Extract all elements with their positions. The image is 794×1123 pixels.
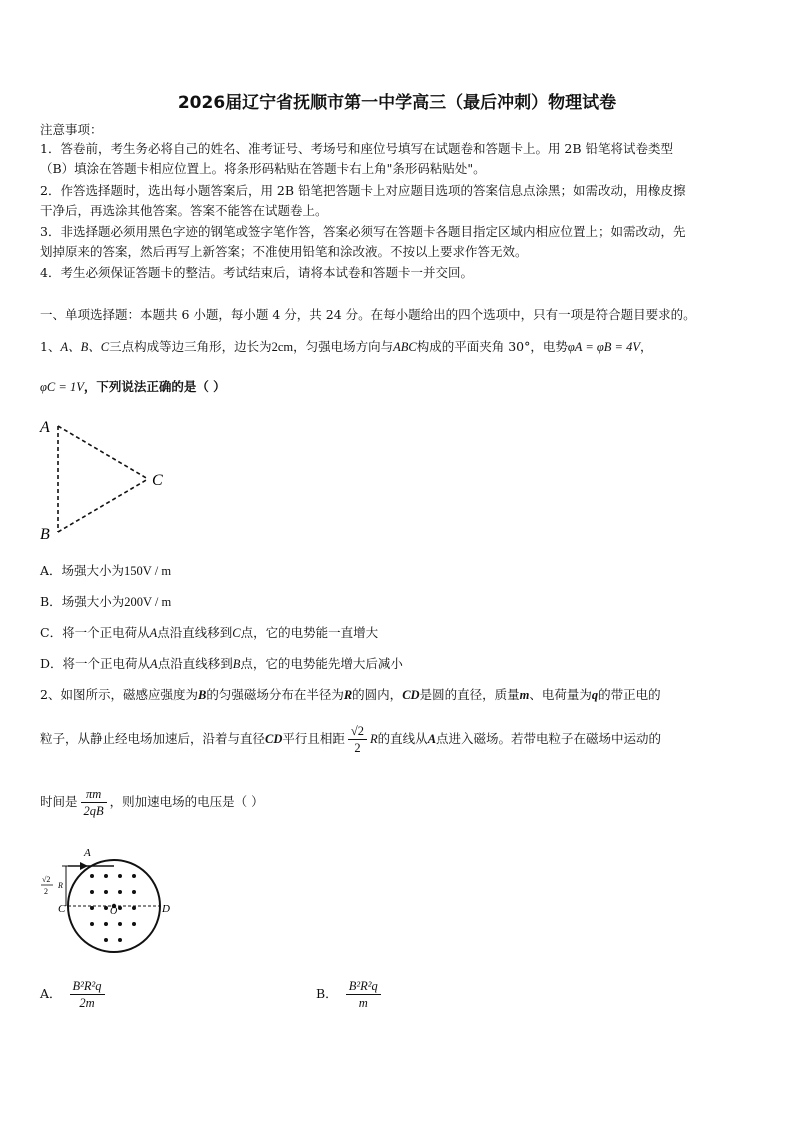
- option-b[interactable]: [316, 976, 384, 1012]
- option-letter: A．: [40, 563, 62, 578]
- option-letter: B．: [316, 986, 338, 1001]
- option-text: 点，它的电势能先增大后减小: [240, 656, 403, 671]
- stem-text: ，匀强电场方向与: [293, 339, 394, 354]
- question-2-stem-line2: [40, 721, 661, 757]
- option-math: C: [232, 626, 241, 640]
- vertex-b-label: B: [40, 526, 50, 543]
- option-math: 150V / m: [124, 564, 172, 578]
- math-potential-ab: φA = φB = 4V: [567, 340, 641, 354]
- point-d-label: D: [162, 903, 170, 915]
- stem-text: 粒子，从静止经电场加速后，沿着与直径: [40, 731, 266, 746]
- option-text: 场强大小为: [61, 563, 125, 578]
- option-math: A: [149, 626, 158, 640]
- math-m: m: [519, 688, 530, 702]
- option-text: 点沿直线移到: [157, 656, 233, 671]
- stem-text: 构成的平面夹角 30°，电势: [416, 339, 568, 354]
- stem-text: ，: [640, 339, 653, 354]
- option-math: B: [232, 657, 241, 671]
- stem-text: ，下列说法正确的是（ ）: [83, 379, 226, 394]
- vertex-c-label: C: [152, 472, 163, 489]
- stem-text: 、电荷量为: [529, 687, 592, 702]
- stem-text: 时间是: [40, 794, 78, 809]
- question-number: 2、: [40, 687, 61, 702]
- stem-text: 的直线从: [377, 731, 428, 746]
- option-c[interactable]: [40, 624, 378, 642]
- question-1-stem-line2: [40, 378, 226, 396]
- section-heading: 一、单项选择题：本题共 6 小题，每小题 4 分，共 24 分。在每小题给出的四个选项中，只有一项是符合题目要求的。: [40, 307, 696, 322]
- math-b: B: [197, 688, 207, 702]
- math-plane: ABC: [393, 340, 417, 354]
- question-number: 1、: [40, 339, 61, 354]
- triangle-figure: [36, 412, 176, 547]
- vertex-a-label: A: [40, 419, 50, 436]
- fraction-denominator: 2m: [79, 996, 95, 1010]
- notice-item: 1．答卷前，考生务必将自己的姓名、准考证号、考场号和座位号填写在试题卷和答题卡上。用 2B 铅笔将试卷类型: [40, 141, 674, 156]
- math-cd: CD: [402, 688, 420, 702]
- notice-item: 划掉原来的答案，然后再写上新答案；不准使用铅笔和涂改液。不按以上要求作答无效。: [40, 244, 528, 259]
- option-letter: A．: [40, 986, 62, 1001]
- fraction-numerator: B²R²q: [70, 978, 105, 995]
- page-title: 2026届辽宁省抚顺市第一中学高三（最后冲刺）物理试卷: [177, 93, 617, 113]
- option-text: 场强大小为: [61, 594, 125, 609]
- notice-item: （B）填涂在答题卡相应位置上。将条形码粘贴在答题卡右上角"条形码粘贴处"。: [40, 161, 486, 176]
- question-1-stem-line1: [40, 338, 653, 356]
- notice-item: 干净后，再选涂其他答案。答案不能答在试题卷上。: [40, 203, 328, 218]
- notice-item: 3．非选择题必须用黑色字迹的钢笔或签字笔作答，答案必须写在答题卡各题目指定区域内相应位置上；如需改动，先: [40, 224, 686, 239]
- math-side: 2cm: [271, 340, 294, 354]
- math-q: q: [591, 688, 599, 702]
- segment-bc: [58, 479, 148, 532]
- stem-text: 三点构成等边三角形，边长为: [109, 339, 272, 354]
- notice-heading: 注意事项：: [40, 122, 103, 137]
- question-2-stem-line3: [40, 784, 264, 820]
- option-letter: C．: [40, 625, 63, 640]
- stem-text: 如图所示，磁感应强度为: [60, 687, 198, 702]
- option-letter: D．: [40, 656, 63, 671]
- option-text: 点，它的电势能一直增大: [240, 625, 379, 640]
- option-d[interactable]: [40, 655, 403, 673]
- math-a: A: [427, 732, 437, 746]
- radius-label: R: [58, 881, 63, 890]
- option-text: 点沿直线移到: [157, 625, 233, 640]
- fraction-numerator: πm: [81, 786, 107, 803]
- point-a-label: A: [84, 847, 91, 859]
- fraction-numerator: √2: [348, 723, 367, 740]
- stem-text: 的匀强磁场分布在半径为: [206, 687, 344, 702]
- fraction-distance: [348, 723, 367, 756]
- fraction-denominator: 2: [354, 741, 361, 755]
- notice-item: 4．考生必须保证答题卡的整洁。考试结束后，请将本试卷和答题卡一并交回。: [40, 265, 473, 280]
- math-r: R: [370, 732, 378, 746]
- fraction-numerator: √2: [42, 875, 51, 884]
- stem-text: 的带正电的: [598, 687, 661, 702]
- notice-item: 2．作答选择题时，选出每小题答案后，用 2B 铅笔把答题卡上对应题目选项的答案信息点涂黑；如需改动，用橡皮擦: [40, 183, 686, 198]
- option-b[interactable]: [40, 593, 171, 611]
- math-points: A、B、C: [60, 340, 110, 354]
- fraction-numerator: B²R²q: [346, 978, 381, 995]
- stem-text: 点进入磁场。若带电粒子在磁场中运动的: [436, 731, 662, 746]
- option-fraction: [70, 978, 105, 1011]
- fraction-denominator: 2qB: [83, 804, 104, 818]
- question-2-stem-line1: [40, 686, 661, 704]
- option-a[interactable]: [40, 562, 171, 580]
- option-text: 将一个正电荷从: [62, 625, 150, 640]
- stem-text: ，则加速电场的电压是（ ）: [109, 794, 264, 809]
- option-math: A: [150, 657, 158, 671]
- option-letter: B．: [40, 594, 62, 609]
- option-math: 200V / m: [124, 595, 172, 609]
- math-potential-c: φC = 1V: [40, 380, 84, 394]
- fraction-time: [81, 786, 107, 819]
- math-r: R: [343, 688, 353, 702]
- option-a[interactable]: [40, 976, 108, 1012]
- stem-text: 的圆内，: [352, 687, 403, 702]
- point-c-label: C: [58, 903, 66, 915]
- math-cd: CD: [265, 732, 283, 746]
- stem-text: 是圆的直径，质量: [419, 687, 520, 702]
- fraction-denominator: 2: [44, 887, 48, 896]
- magnetic-field-figure: [36, 842, 186, 957]
- point-o-label: O: [110, 906, 118, 917]
- option-text: 将一个正电荷从: [62, 656, 151, 671]
- stem-text: 平行且相距: [282, 731, 345, 746]
- option-fraction: [346, 978, 381, 1011]
- fraction-denominator: m: [358, 996, 368, 1010]
- segment-ac: [58, 426, 148, 479]
